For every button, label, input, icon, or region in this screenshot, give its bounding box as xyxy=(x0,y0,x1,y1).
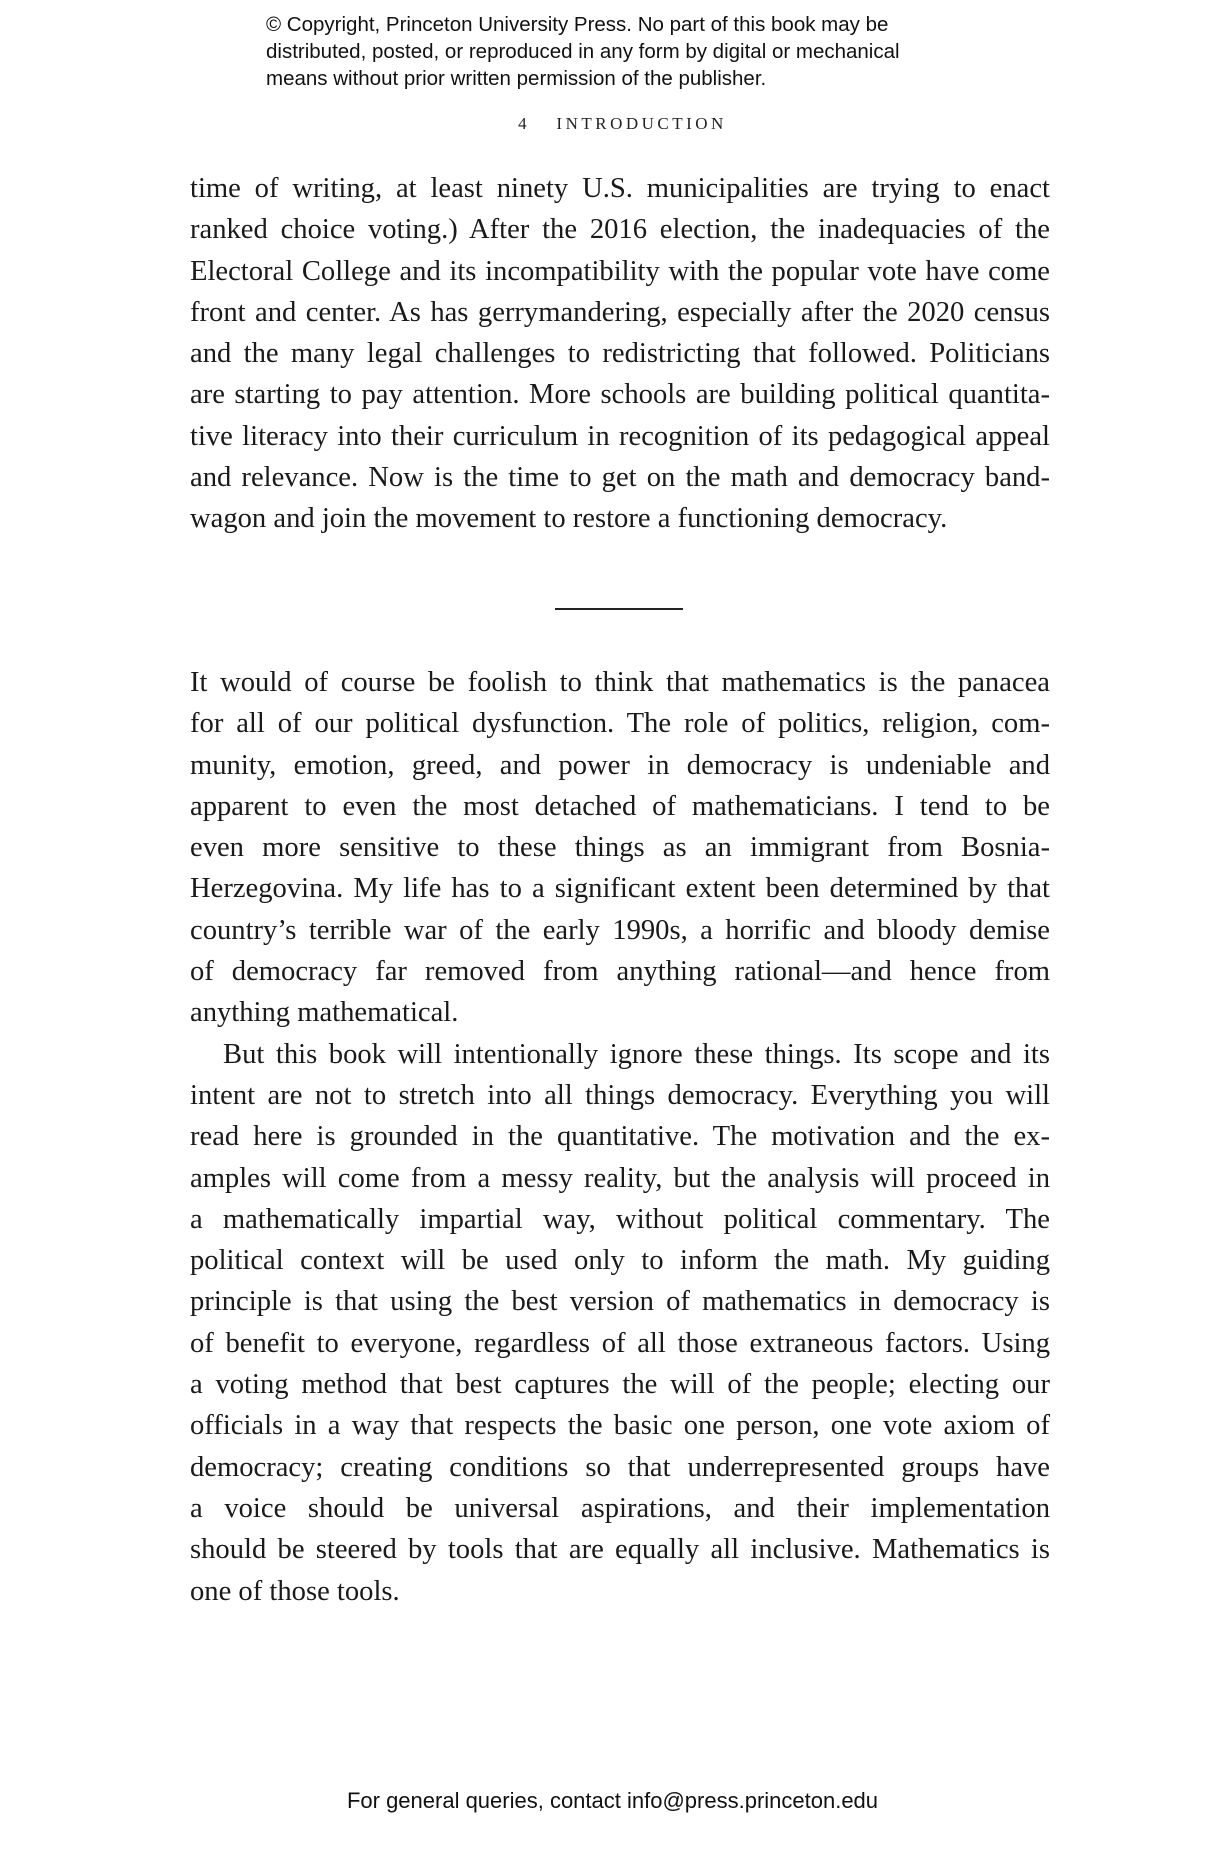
text-line: officials in a way that respects the basic one person, one vote axiom of xyxy=(190,1410,1050,1442)
copyright-line: means without prior written permission of the publisher. xyxy=(266,67,767,90)
text-line: munity, emotion, greed, and power in democracy is undeniable and xyxy=(190,749,1050,781)
body-paragraphs xyxy=(190,662,1050,1612)
text-line: anything mathematical. xyxy=(190,997,459,1029)
text-line: ranked choice voting.) After the 2016 election, the inadequacies of the xyxy=(190,214,1050,246)
text-line: a voice should be universal aspirations, and their implementation xyxy=(190,1492,1050,1524)
text-line: apparent to even the most detached of mathematicians. I tend to be xyxy=(190,790,1050,822)
text-line: wagon and join the movement to restore a functioning democracy. xyxy=(190,503,948,535)
text-line: of democracy far removed from anything rational—and hence from xyxy=(190,956,1050,988)
text-line: for all of our political dysfunction. The role of politics, religion, com- xyxy=(190,708,1050,740)
text-line: even more sensitive to these things as an immigrant from Bosnia- xyxy=(190,832,1050,864)
text-line: read here is grounded in the quantitative. The motivation and the ex- xyxy=(190,1121,1050,1153)
text-line: principle is that using the best version of mathematics in democracy is xyxy=(190,1286,1050,1318)
text-line: democracy; creating conditions so that underrepresented groups have xyxy=(190,1451,1050,1483)
text-line: intent are not to stretch into all things democracy. Everything you will xyxy=(190,1079,1050,1111)
text-line: time of writing, at least ninety U.S. municipalities are trying to enact xyxy=(190,173,1050,204)
text-line: political context will be used only to inform the math. My guiding xyxy=(190,1245,1050,1277)
text-line: are starting to pay attention. More schools are building political quantita- xyxy=(190,379,1050,411)
text-line: a voting method that best captures the will of the people; electing our xyxy=(190,1369,1050,1401)
text-line: It would of course be foolish to think that mathematics is the panacea xyxy=(190,667,1050,698)
copyright-line: © Copyright, Princeton University Press. No part of this book may be xyxy=(266,13,889,36)
text-line: Electoral College and its incompatibility with the popular vote have come xyxy=(190,255,1050,287)
page-number: 4 xyxy=(518,114,527,133)
text-line: of benefit to everyone, regardless of all those extraneous factors. Using xyxy=(190,1327,1050,1359)
text-line: But this book will intentionally ignore these things. Its scope and its xyxy=(223,1038,1050,1070)
running-head xyxy=(0,114,1225,134)
text-line: a mathematically impartial way, without political commentary. The xyxy=(190,1203,1050,1235)
text-line: Herzegovina. My life has to a significant extent been determined by that xyxy=(190,873,1050,905)
text-line: country’s terrible war of the early 1990s, a horrific and bloody demise xyxy=(190,914,1050,946)
section-title: INTRODUCTION xyxy=(556,114,727,133)
text-line: amples will come from a messy reality, but the analysis will proceed in xyxy=(190,1162,1050,1194)
text-line: tive literacy into their curriculum in recognition of its pedagogical appeal xyxy=(190,420,1050,452)
section-break-rule xyxy=(555,608,683,610)
copyright-line: distributed, posted, or reproduced in any form by digital or mechanical xyxy=(266,40,900,63)
text-line: should be steered by tools that are equally all inclusive. Mathematics is xyxy=(190,1534,1050,1566)
text-line: front and center. As has gerrymandering, especially after the 2020 census xyxy=(190,296,1050,328)
paragraph-continued xyxy=(190,168,1050,540)
text-line: and the many legal challenges to redistricting that followed. Politicians xyxy=(190,338,1050,370)
footer-contact: For general queries, contact info@press.princeton.edu xyxy=(346,1788,879,1813)
text-line: one of those tools. xyxy=(190,1575,400,1607)
copyright-notice xyxy=(266,11,1026,92)
text-line: and relevance. Now is the time to get on the math and democracy band- xyxy=(190,462,1050,494)
